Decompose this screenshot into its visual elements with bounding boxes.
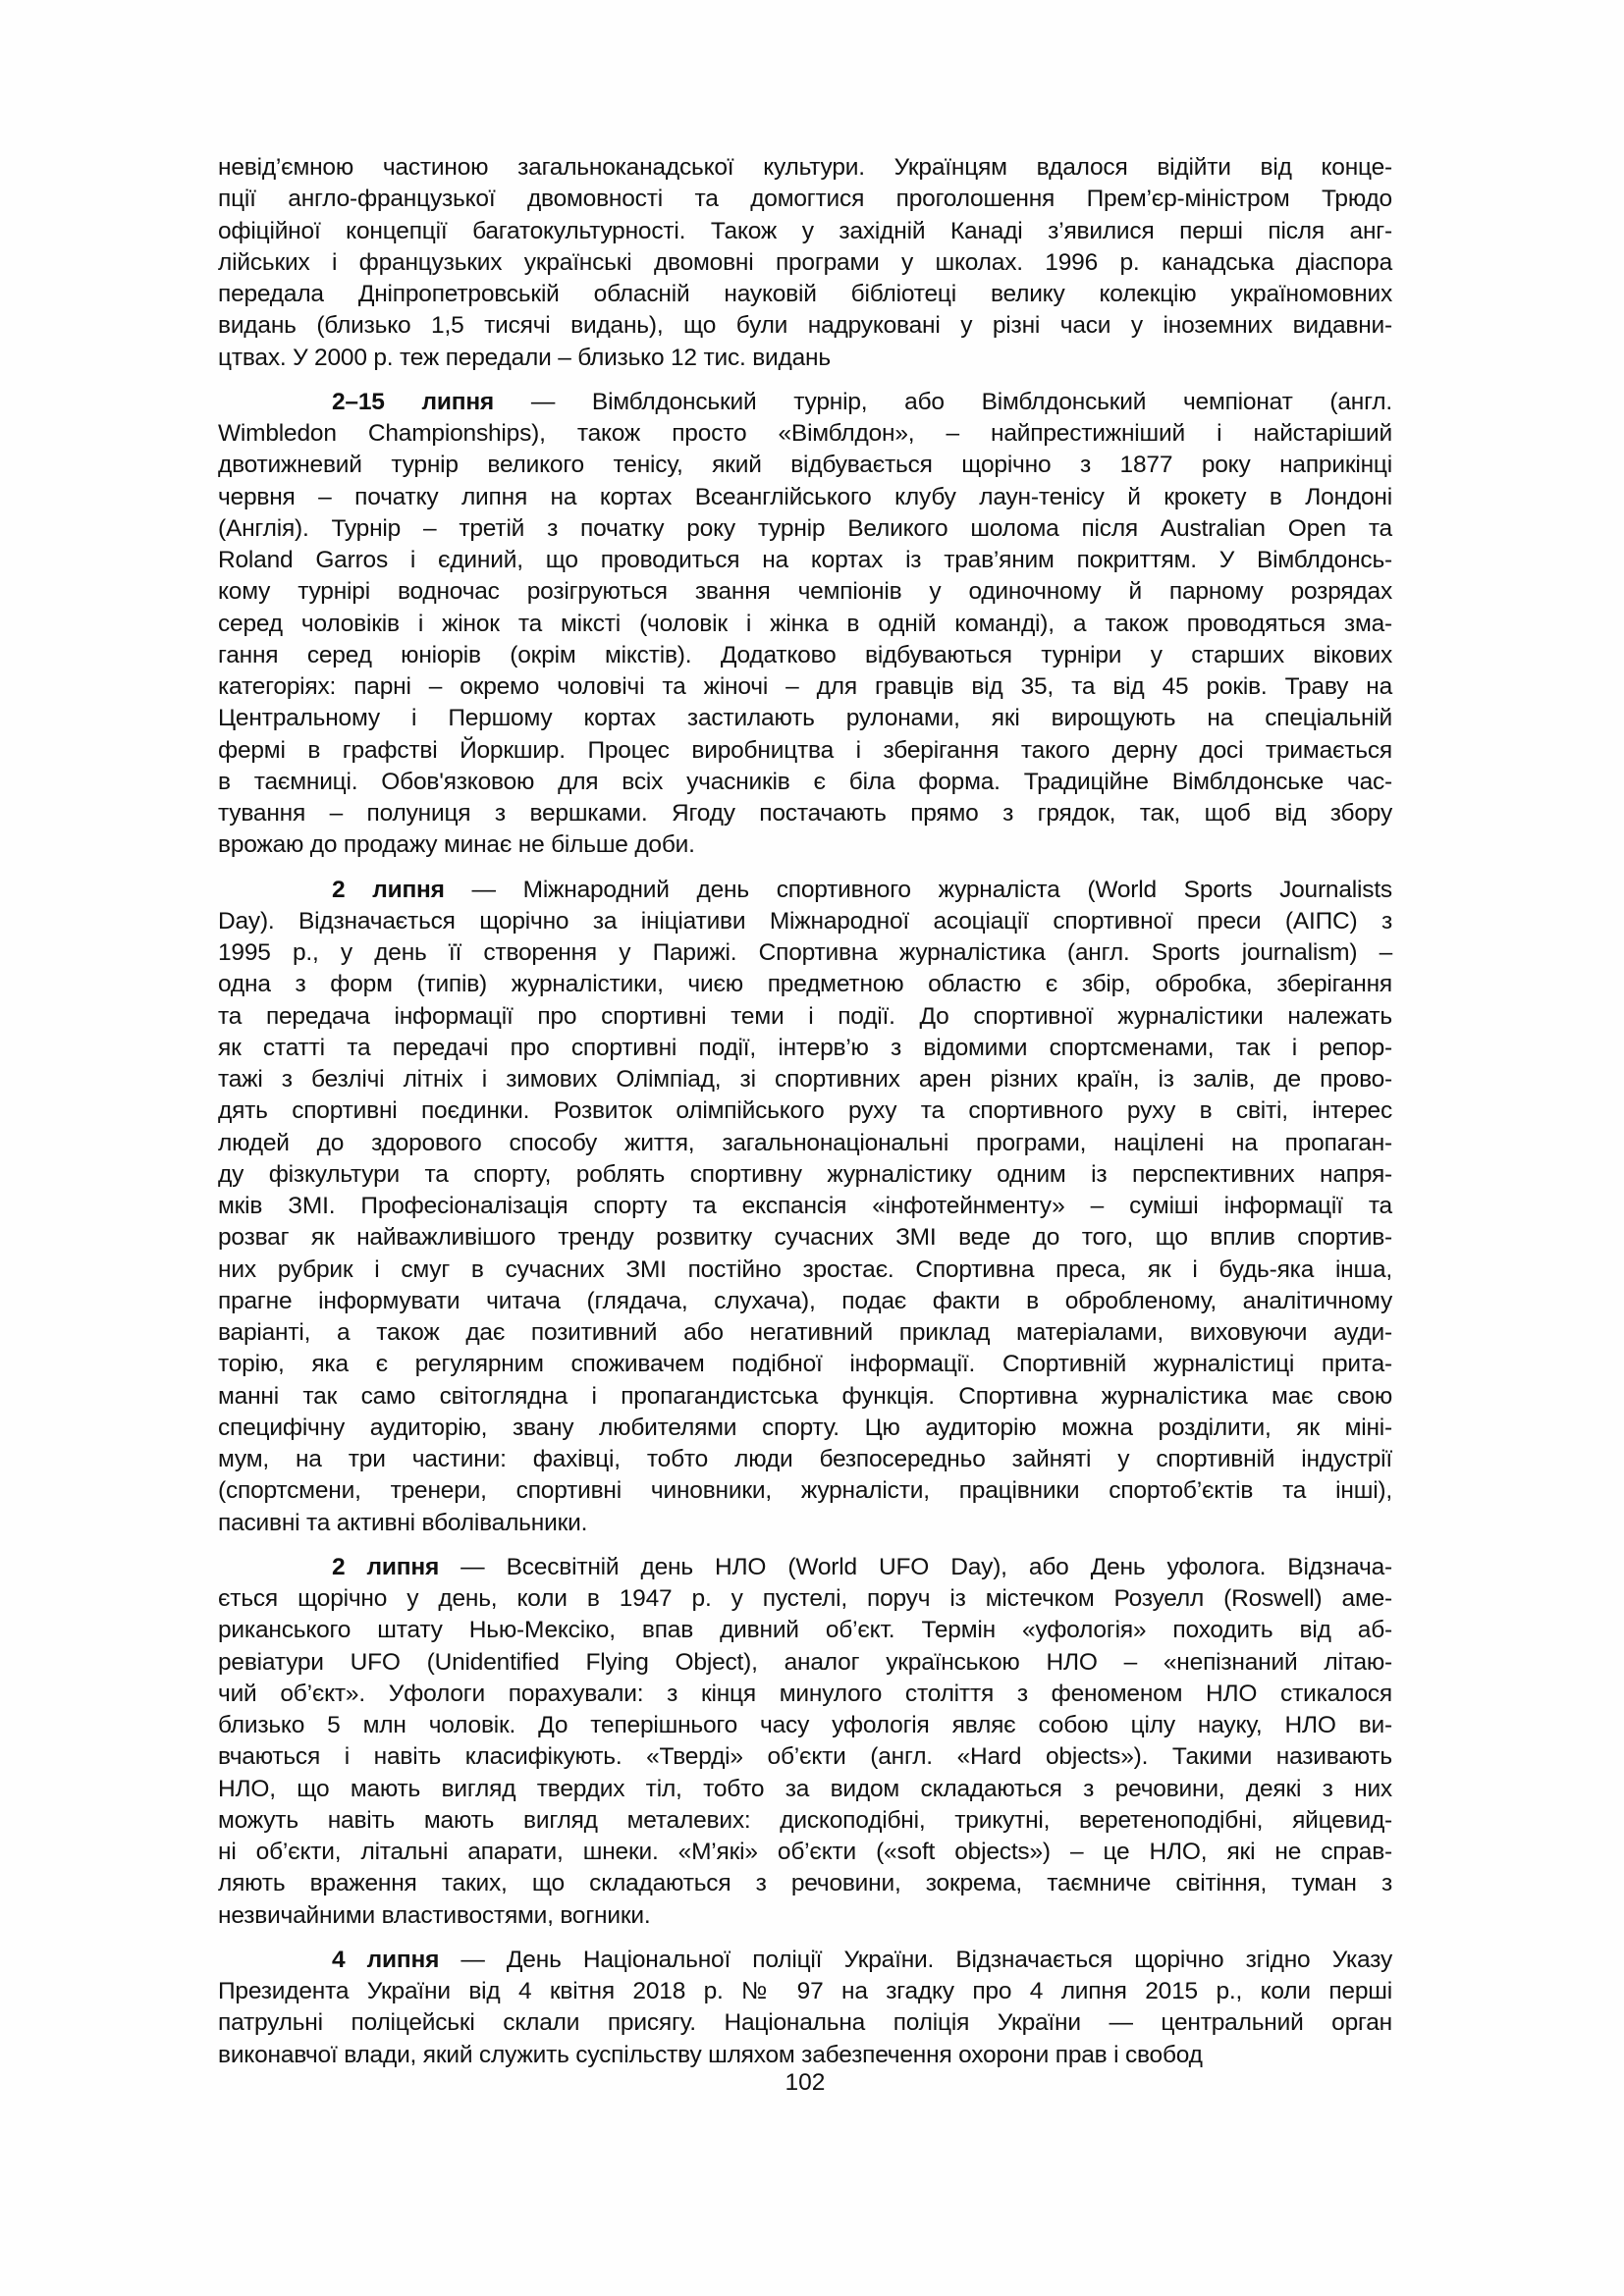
text-line: 4 липня — День Національної поліції України. Відзначається щорічно згідно Указу (332, 1946, 1392, 1973)
text-line: одна з форм (типів) журналістики, чиєю предметною областю є збір, обробка, зберігання (218, 971, 1392, 998)
text-line: Wimbledon Championships), також просто «Вімблдон», – найпрестижніший і найстаріший (218, 420, 1392, 447)
text-line: ляють враження таких, що складаються з речовини, зокрема, таємниче світіння, туман з (218, 1870, 1392, 1897)
page-number: 102 (785, 2069, 826, 2096)
text-line: мків ЗМІ. Професіоналізація спорту та експансія «інфотейнменту» – суміші інформації та (218, 1193, 1392, 1219)
text-line: близько 5 млн чоловік. До теперішнього часу уфологія являє собою цілу науку, НЛО ви- (218, 1712, 1392, 1738)
text-line: фермі в графстві Йоркшир. Процес виробництва і зберігання такого дерну досі тримається (218, 736, 1392, 764)
text-line: видань (близько 1,5 тисячі видань), що були надруковані у різні часи у іноземних видавни- (218, 312, 1392, 340)
text-line: невід’ємною частиною загальноканадської культури. Українцям вдалося відійти від конце- (218, 154, 1392, 181)
date-lead: 2 липня (332, 876, 445, 903)
text-line: риканського штату Нью-Мексіко, впав дивний об’єкт. Термін «уфологія» походить від аб- (218, 1617, 1392, 1644)
text-line: як статті та передачі про спортивні події, інтерв’ю з відомими спортсменами, так і репор- (218, 1034, 1392, 1061)
text-line: виконавчої влади, який служить суспільству шляхом забезпечення охорони прав і свобод (218, 2041, 1203, 2068)
text-line: людей до здорового способу життя, загальнонаціональні програми, націлені на пропаган- (218, 1129, 1392, 1156)
text-line: в таємниці. Обов'язковою для всіх учасників є біла форма. Традиційне Вімблдонське час- (218, 768, 1392, 795)
date-lead: 2–15 липня (332, 388, 495, 415)
text-line: гання серед юніорів (окрім мікстів). Додатково відбуваються турніри у старших вікових (218, 641, 1392, 668)
text-line: 1995 р., у день її створення у Парижі. Спортивна журналістика (англ. Sports journalism) – (218, 939, 1392, 966)
page-body (218, 152, 1392, 2071)
text-line: ється щорічно у день, коли в 1947 р. у пустелі, поруч із містечком Розуелл (Roswell) аме- (218, 1585, 1392, 1612)
text-line: пасивні та активні вболівальники. (218, 1509, 588, 1536)
text-line: червня – початку липня на кортах Всеанглійського клубу лаун-тенісу й крокету в Лондоні (218, 483, 1392, 510)
text-line: врожаю до продажу минає не більше доби. (218, 831, 695, 859)
paragraph (218, 1945, 1392, 2071)
text-line: патрульні поліцейські склали присягу. Національна поліція України — центральний орган (218, 2009, 1392, 2037)
text-line: категоріях: парні – окремо чоловічі та жіночі – для гравців від 35, та від 45 років. Траву на (218, 673, 1392, 700)
text-line: мум, на три частини: фахівці, тобто люди безпосередньо зайняті у спортивній індустрії (218, 1446, 1392, 1472)
text-line: тажі з безлічі літніх і зимових Олімпіад, зі спортивних арен різних країн, із залів, де прово- (218, 1066, 1392, 1093)
text-line: офіційної концепції багатокультурності. Також у західній Канаді з’явилися перші після анг- (218, 217, 1392, 244)
text-line: розваг як найважливішого тренду розвитку сучасних ЗМІ веде до того, що вплив спортив- (218, 1224, 1392, 1252)
date-lead: 4 липня (332, 1946, 440, 1973)
text-line: тування – полуниця з вершками. Ягоду постачають прямо з грядок, так, щоб від збору (218, 800, 1392, 827)
text-line: специфічну аудиторію, звану любителями спорту. Цю аудиторію можна розділити, як міні- (218, 1414, 1392, 1441)
text-line: передала Дніпропетровській обласній науковій бібліотеці велику колекцію україномовних (218, 281, 1392, 307)
text-line: прагне інформувати читача (глядача, слухача), подає факти в обробленому, аналітичному (218, 1287, 1392, 1314)
text-line: варіанті, а також дає позитивний або негативний приклад матеріалами, виховуючи ауди- (218, 1319, 1392, 1346)
text-line: Центральному і Першому кортах застилають рулонами, які вирощують на спеціальній (218, 705, 1392, 732)
text-line: торію, яка є регулярним споживачем подібної інформації. Спортивній журналістиці прита- (218, 1351, 1392, 1378)
text-line: (спортсмени, тренери, спортивні чиновники, журналісти, працівники спортоб’єктів та інші), (218, 1477, 1392, 1505)
text-line: можуть навіть мають вигляд металевих: дископодібні, трикутні, веретеноподібні, яйцевид- (218, 1806, 1392, 1834)
text-line: ду фізкультури та спорту, роблять спортивну журналістику одним із перспективних напря- (218, 1160, 1392, 1188)
paragraph (218, 152, 1392, 374)
paragraph (218, 1552, 1392, 1932)
paragraph (218, 875, 1392, 1539)
text-line: цтвах. У 2000 р. теж передали – близько 12 тис. видань (218, 344, 831, 371)
text-line: кому турнірі водночас розігруються звання чемпіонів у одиночному й парному розрядах (218, 578, 1392, 606)
text-line: НЛО, що мають вигляд твердих тіл, тобто за видом складаються з речовини, деякі з них (218, 1775, 1392, 1802)
text-line: Roland Garros і єдиний, що проводиться на кортах із трав’яним покриттям. У Вімблдонсь- (218, 547, 1392, 573)
text-line: двотижневий турнір великого тенісу, який відбувається щорічно з 1877 року наприкінці (218, 452, 1392, 479)
paragraph (218, 387, 1392, 862)
text-line: 2 липня — Міжнародний день спортивного журналіста (World Sports Journalists (332, 876, 1392, 903)
date-lead: 2 липня (332, 1553, 440, 1580)
text-line: манні так само світоглядна і пропагандистська функція. Спортивна журналістика має свою (218, 1382, 1392, 1410)
text-line: лійських і французьких українські двомовні програми у школах. 1996 р. канадська діаспора (218, 248, 1392, 276)
text-line: 2–15 липня — Вімблдонський турнір, або Вімблдонський чемпіонат (англ. (332, 388, 1393, 415)
text-line: серед чоловіків і жінок та міксті (чоловік і жінка в одній команді), а також проводяться зма- (218, 610, 1392, 637)
text-line: чий об’єкт». Уфологи порахували: з кінця минулого століття з феноменом НЛО стикалося (218, 1680, 1392, 1707)
text-line: ні об’єкти, літальні апарати, шнеки. «М’які» об’єкти («soft objects») – це НЛО, які не справ- (218, 1839, 1392, 1865)
text-line: та передача інформації про спортивні теми і події. До спортивної журналістики належать (218, 1002, 1392, 1030)
text-line: них рубрик і смуг в сучасних ЗМІ постійно зростає. Спортивна преса, як і будь-яка інша, (218, 1255, 1392, 1283)
text-line: незвичайними властивостями, вогники. (218, 1901, 651, 1929)
text-line: Президента України від 4 квітня 2018 р. № 97 на згадку про 4 липня 2015 р., коли перші (218, 1978, 1392, 2004)
text-line: Day). Відзначається щорічно за ініціативи Міжнародної асоціації спортивної преси (АІПС) з (218, 907, 1392, 934)
text-line: пції англо-французької двомовності та домогтися проголошення Прем’єр-міністром Трюдо (218, 186, 1392, 213)
text-line: дять спортивні поєдинки. Розвиток олімпійського руху та спортивного руху в світі, інтерес (218, 1097, 1392, 1125)
text-line: ревіатури UFO (Unidentified Flying Object), аналог українською НЛО – «непізнаний літаю- (218, 1648, 1392, 1676)
text-line: 2 липня — Всесвітній день НЛО (World UFO Day), або День уфолога. Відзнача- (332, 1553, 1392, 1580)
text-line: вчаються і навіть класифікують. «Тверді» об’єкти (англ. «Hard objects»). Такими називають (218, 1743, 1392, 1771)
text-line: (Англія). Турнір – третій з початку року турнір Великого шолома після Australian Open та (218, 514, 1392, 542)
